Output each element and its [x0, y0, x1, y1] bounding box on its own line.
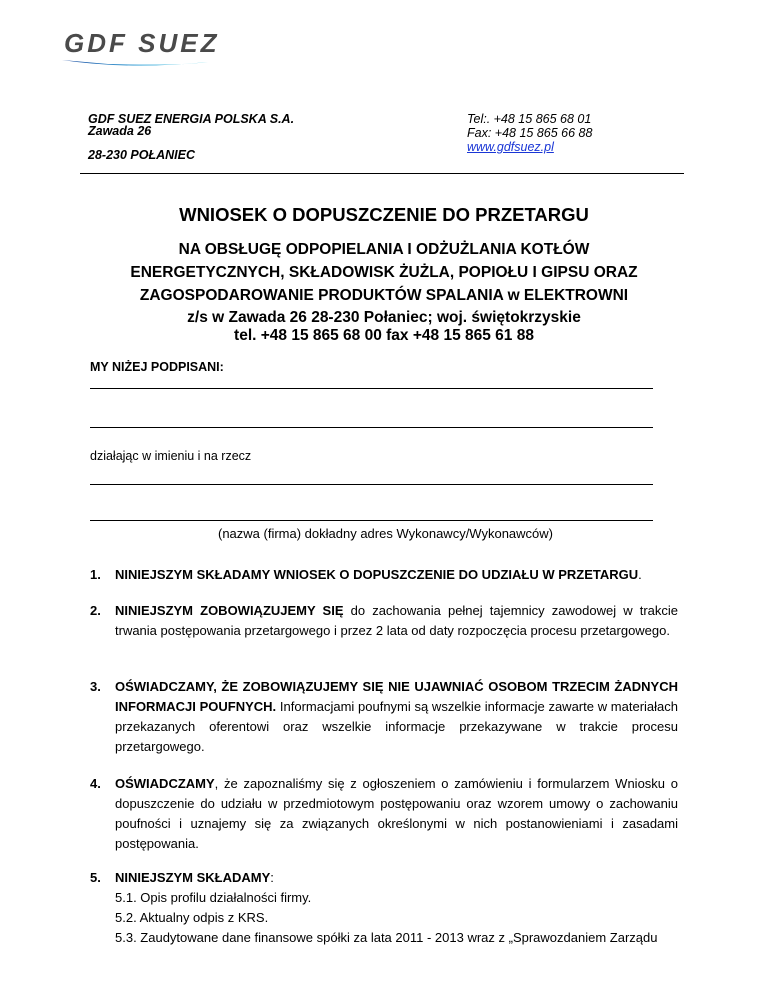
item-3-bold: OŚWIADCZAMY, ŻE ZOBOWIĄZUJEMY SIĘ NIE UJAWNIAĆ OSOBOM TRZECIM ŻADNYCH INFORMACJI POUFNYCH.	[115, 679, 678, 714]
item-2-bold: NINIEJSZYM ZOBOWIĄZUJEMY SIĘ	[115, 603, 344, 618]
item-3-number: 3.	[90, 679, 101, 694]
item-4-number: 4.	[90, 776, 101, 791]
item-4-text: , że zapoznaliśmy się z ogłoszeniem o zamówieniu i formularzem Wniosku o dopuszczenie do udziału w przedmiotowym postępowaniu oraz wzorem umowy o zachowaniu poufności i uznajemy się za związanych określonymi w nich postanowieniami i zasadami postępowania.	[115, 776, 678, 851]
subtitle-line-5: tel. +48 15 865 68 00 fax +48 15 865 61 88	[234, 327, 534, 344]
item-2-text: do zachowania pełnej tajemnicy zawodowej w trakcie trwania postępowania przetargowego i przez 2 lata od daty rozpoczęcia procesu przetargowego.	[115, 603, 678, 638]
company-line-2[interactable]	[90, 520, 653, 521]
item-2	[90, 601, 678, 641]
item-4	[90, 774, 678, 854]
item-1-bold: NINIEJSZYM SKŁADAMY WNIOSEK O DOPUSZCZENIE DO UDZIAŁU W PRZETARGU	[115, 567, 639, 582]
header-divider	[80, 173, 684, 174]
company-city: 28-230 POŁANIEC	[88, 148, 195, 162]
item-3	[90, 677, 678, 757]
contact-tel: Tel:. +48 15 865 68 01	[467, 112, 592, 126]
contact-block	[467, 112, 592, 154]
company-street: Zawada 26	[88, 124, 152, 138]
company-name: GDF SUEZ ENERGIA POLSKA S.A.	[88, 112, 295, 126]
company-line-1[interactable]	[90, 484, 653, 485]
subtitle-line-4: z/s w Zawada 26 28-230 Połaniec; woj. świętokrzyskie	[187, 309, 581, 326]
logo-text: GDF SUEZ	[64, 28, 220, 58]
item-1-text: .	[638, 567, 642, 582]
item-3-text: Informacjami poufnymi są wszelkie informacje zawarte w materiałach przekazanych oferentowi oraz wszelkie informacje przekazywane w trakcie procesu przetargowego.	[115, 699, 678, 754]
item-4-bold: OŚWIADCZAMY	[115, 776, 215, 791]
item-5-number: 5.	[90, 870, 101, 885]
company-caption: (nazwa (firma) dokładny adres Wykonawcy/Wykonawców)	[218, 526, 553, 541]
contact-fax: Fax: +48 15 865 66 88	[467, 126, 593, 140]
item-5-text: :	[270, 870, 274, 885]
item-5-sub-2: 5.2. Aktualny odpis z KRS.	[115, 910, 269, 925]
item-5-sub-1: 5.1. Opis profilu działalności firmy.	[115, 890, 312, 905]
document-title: WNIOSEK O DOPUSZCZENIE DO PRZETARGU	[179, 204, 589, 225]
subtitle-line-3: ZAGOSPODAROWANIE PRODUKTÓW SPALANIA w ELEKTROWNI	[139, 287, 629, 304]
signature-line-2[interactable]	[90, 427, 653, 428]
logo-swoosh	[62, 60, 208, 66]
item-1-number: 1.	[90, 567, 101, 582]
item-2-number: 2.	[90, 603, 101, 618]
gdf-suez-logo	[58, 26, 268, 72]
website-link[interactable]: www.gdfsuez.pl	[467, 140, 554, 154]
item-1	[90, 565, 678, 585]
subtitle-line-1: NA OBSŁUGĘ ODPOPIELANIA I ODŻUŻLANIA KOTŁÓW	[178, 241, 590, 258]
item-5-sub-3: 5.3. Zaudytowane dane finansowe spółki za lata 2011 - 2013 wraz z „Sprawozdaniem Zarządu	[115, 930, 658, 945]
item-5	[90, 868, 678, 948]
signed-label: MY NIŻEJ PODPISANI:	[90, 360, 224, 374]
item-5-bold: NINIEJSZYM SKŁADAMY	[115, 870, 271, 885]
subtitle-line-2: ENERGETYCZNYCH, SKŁADOWISK ŻUŻLA, POPIOŁU I GIPSU ORAZ	[130, 264, 638, 281]
acting-label: działając w imieniu i na rzecz	[90, 449, 252, 463]
signature-line-1[interactable]	[90, 388, 653, 389]
